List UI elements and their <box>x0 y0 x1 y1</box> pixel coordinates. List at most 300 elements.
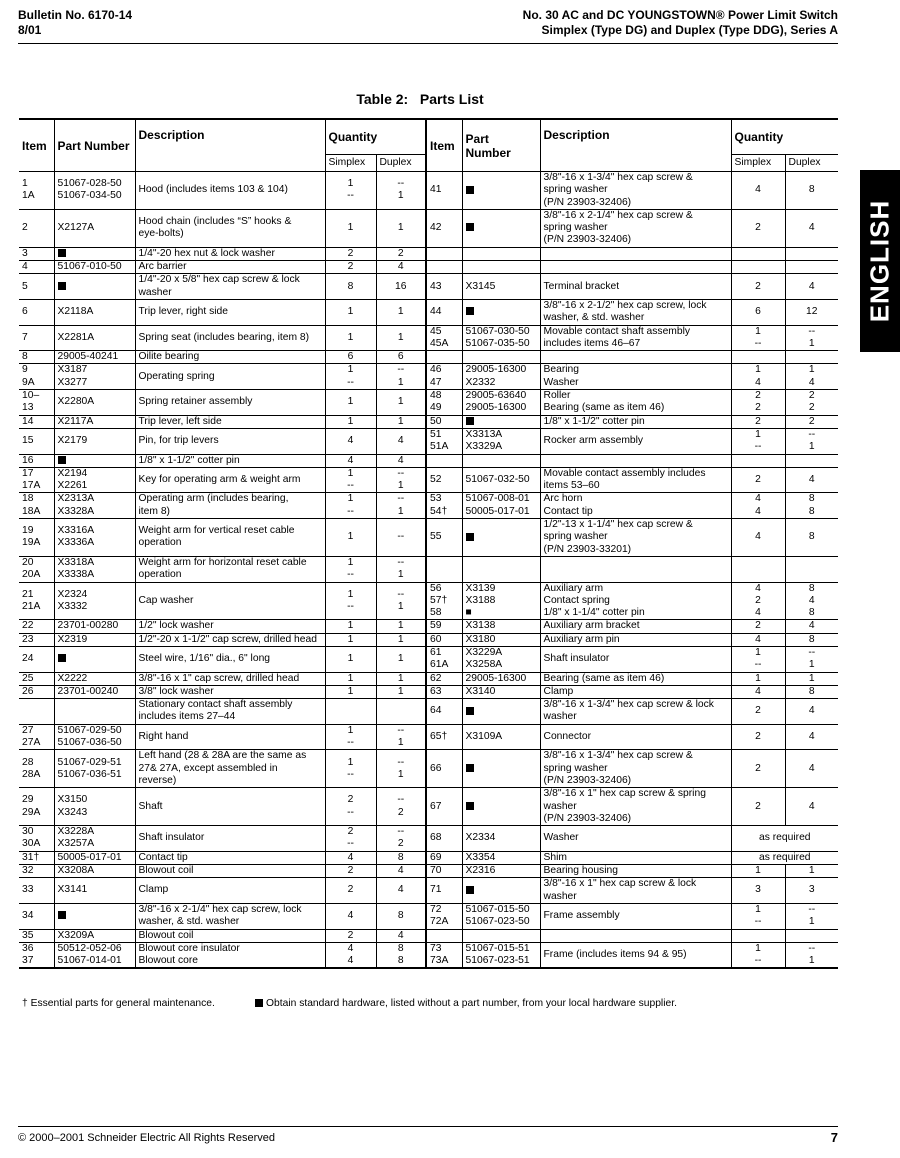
description-cell-right <box>540 929 731 942</box>
item-cell-right <box>426 942 462 968</box>
description-cell-right-text: Arc horn Contact tip <box>543 493 593 517</box>
part-number-cell-right <box>462 633 540 646</box>
simplex-qty-cell <box>325 454 376 467</box>
part-number-cell-text: 50512-052-06 51067-014-01 <box>57 942 122 967</box>
description-cell <box>135 519 325 557</box>
part-number-cell-text: X2313A X3328A <box>57 493 95 517</box>
description-cell-text: Spring retainer assembly <box>138 396 253 408</box>
footnote-hardware <box>255 998 677 1009</box>
description-cell-text: Weight arm for vertical reset cable operation <box>138 525 295 549</box>
simplex-qty-cell-right <box>731 556 785 582</box>
duplex-qty-cell-right <box>785 261 838 274</box>
simplex-qty-cell-text: 1 -- <box>347 724 354 749</box>
description-cell <box>135 556 325 582</box>
table-header-row <box>19 119 838 155</box>
part-number-cell-text: X2117A <box>57 415 94 427</box>
duplex-qty-cell-right <box>785 929 838 942</box>
description-cell-text: Operating arm (includes bearing, item 8) <box>138 493 289 517</box>
col-description-header: Description <box>135 119 325 172</box>
description-cell <box>135 750 325 788</box>
simplex-qty-cell-text: 2 <box>347 929 354 941</box>
duplex-qty-cell-right-text: -- 1 <box>808 903 816 928</box>
description-cell-text: Pin, for trip levers <box>138 435 219 447</box>
duplex-qty-cell-right-text: -- 1 <box>808 325 816 349</box>
table-row <box>19 685 838 698</box>
table-row <box>19 351 838 364</box>
footnote-hardware-text: Obtain standard hardware, listed without a part number, from your local hardware supplier. <box>266 998 677 1009</box>
part-number-cell-right <box>462 556 540 582</box>
description-cell-right <box>540 699 731 725</box>
duplex-qty-cell-right-text: 4 <box>808 473 815 485</box>
simplex-qty-cell-right <box>731 699 785 725</box>
simplex-qty-cell-right-text: 4 <box>755 531 761 543</box>
part-number-cell-text: 23701-00280 <box>57 620 119 632</box>
item-cell <box>19 247 54 260</box>
duplex-qty-cell-right-text: -- 1 <box>808 942 816 967</box>
part-number-cell-right <box>462 685 540 698</box>
item-cell-right <box>426 325 462 351</box>
part-number-cell <box>54 903 135 929</box>
item-cell <box>19 415 54 428</box>
description-cell-right <box>540 672 731 685</box>
table-row <box>19 672 838 685</box>
duplex-qty-cell <box>376 788 426 826</box>
simplex-qty-cell-text: 1 -- <box>347 364 354 388</box>
item-cell <box>19 274 54 300</box>
item-cell-right-text: 71 <box>430 884 442 896</box>
part-number-cell-right <box>462 415 540 428</box>
duplex-qty-cell <box>376 865 426 878</box>
description-cell <box>135 646 325 672</box>
item-cell-right-text: 61 61A <box>430 646 449 671</box>
item-cell-text: 18 18A <box>22 493 41 517</box>
duplex-qty-cell <box>376 274 426 300</box>
part-number-cell-right <box>462 903 540 929</box>
item-cell <box>19 582 54 620</box>
description-cell-text: Spring seat (includes bearing, item 8) <box>138 331 310 343</box>
table-row <box>19 172 838 210</box>
description-cell <box>135 209 325 247</box>
duplex-qty-cell <box>376 620 426 633</box>
description-cell <box>135 467 325 493</box>
item-cell-right <box>426 903 462 929</box>
duplex-qty-cell-text: 1 <box>397 222 404 234</box>
item-cell <box>19 209 54 247</box>
description-cell <box>135 633 325 646</box>
item-cell <box>19 364 54 390</box>
simplex-qty-cell-text: 2 <box>347 247 354 259</box>
duplex-qty-cell-right-text: -- 1 <box>808 428 816 453</box>
part-number-cell-right-text: X3180 <box>465 633 496 645</box>
hardware-square-icon <box>466 186 474 194</box>
part-number-cell-right <box>462 172 540 210</box>
item-cell-right-text: 63 <box>430 685 442 697</box>
description-cell-right-text: 3/8"-16 x 1-3/4" hex cap screw & lock washer <box>543 699 714 723</box>
part-number-cell <box>54 633 135 646</box>
duplex-qty-cell-right-text: 8 <box>808 531 815 543</box>
item-cell-text: 15 <box>22 435 34 447</box>
col-simplex-header-right: Simplex <box>731 155 785 172</box>
simplex-qty-cell-text: 1 <box>347 531 354 543</box>
simplex-qty-cell-right <box>731 633 785 646</box>
duplex-qty-cell-text: 4 <box>397 435 404 447</box>
part-number-cell-right-text: X3229A X3258A <box>465 646 503 671</box>
part-number-cell-right <box>462 351 540 364</box>
duplex-qty-cell <box>376 415 426 428</box>
item-cell-text: 8 <box>22 351 28 363</box>
simplex-qty-cell-text: 4 <box>347 435 354 447</box>
hardware-square-icon <box>466 886 474 894</box>
item-cell-right <box>426 699 462 725</box>
simplex-qty-cell-right-text: 4 2 4 <box>755 582 761 619</box>
item-cell-right <box>426 646 462 672</box>
duplex-qty-cell <box>376 750 426 788</box>
item-cell-text: 27 27A <box>22 724 41 749</box>
part-number-cell-right-text: 51067-030-50 51067-035-50 <box>465 325 530 349</box>
duplex-qty-cell <box>376 209 426 247</box>
duplex-qty-cell-text: -- 2 <box>397 826 405 850</box>
description-cell-right-text: Roller Bearing (same as item 46) <box>543 390 665 414</box>
description-cell <box>135 299 325 325</box>
description-cell <box>135 699 325 725</box>
simplex-qty-cell <box>325 903 376 929</box>
hardware-square-icon <box>58 249 66 257</box>
col-duplex-header: Duplex <box>376 155 426 172</box>
item-cell-right-text: 45 45A <box>430 325 449 349</box>
item-cell-text: 19 19A <box>22 525 41 549</box>
part-number-cell-right <box>462 878 540 904</box>
item-cell <box>19 390 54 416</box>
simplex-qty-cell-text: 4 4 <box>347 942 354 967</box>
description-cell-right-text: Bearing (same as item 46) <box>543 672 665 684</box>
simplex-qty-cell-right <box>731 261 785 274</box>
simplex-qty-cell-text: 1 -- <box>347 756 354 780</box>
item-cell <box>19 351 54 364</box>
duplex-qty-cell-text: -- 2 <box>397 794 405 818</box>
table-row <box>19 878 838 904</box>
simplex-qty-cell-text: 1 -- <box>347 467 354 492</box>
item-cell <box>19 172 54 210</box>
simplex-qty-cell-right-text: 6 <box>755 306 761 318</box>
part-number-cell <box>54 519 135 557</box>
description-cell <box>135 582 325 620</box>
part-number-cell-right-text: 29005-16300 X2332 <box>465 364 527 388</box>
simplex-qty-cell <box>325 929 376 942</box>
duplex-qty-cell-right <box>785 672 838 685</box>
header-left <box>18 8 132 38</box>
item-cell-right <box>426 390 462 416</box>
table-row <box>19 261 838 274</box>
duplex-qty-cell-right <box>785 903 838 929</box>
item-cell-text: 25 <box>22 672 34 684</box>
description-cell-text: Blowout coil <box>138 865 194 877</box>
header-right <box>523 8 838 38</box>
simplex-qty-cell-right-text: 1 -- <box>754 903 762 928</box>
description-cell-right-text: Frame assembly <box>543 910 620 922</box>
part-number-cell <box>54 325 135 351</box>
description-cell-right-text: 3/8"-16 x 1" hex cap screw & lock washer <box>543 878 697 902</box>
part-number-cell-right-text: 29005-16300 <box>465 672 527 684</box>
description-cell <box>135 428 325 454</box>
item-cell <box>19 261 54 274</box>
item-cell-right-text: 41 <box>430 184 442 196</box>
part-number-cell <box>54 724 135 750</box>
description-cell-text: Arc barrier <box>138 261 187 273</box>
page-number: 7 <box>830 1130 838 1145</box>
part-number-cell-right-text: 51067-008-01 50005-017-01 <box>465 493 530 517</box>
description-cell-right-text: Shim <box>543 851 567 863</box>
part-number-cell-text: X2281A <box>57 331 95 343</box>
duplex-qty-cell-right-text: 12 <box>806 306 818 318</box>
duplex-qty-cell-text: -- <box>397 531 405 543</box>
item-cell-text: 26 <box>22 685 34 697</box>
simplex-qty-cell-right <box>731 929 785 942</box>
simplex-qty-cell <box>325 646 376 672</box>
item-cell <box>19 454 54 467</box>
item-cell-text: 34 <box>22 910 34 922</box>
product-title-line1: No. 30 AC and DC YOUNGSTOWN® Power Limit Switch <box>522 8 838 22</box>
duplex-qty-cell-text: 8 8 <box>397 942 404 967</box>
simplex-qty-cell <box>325 672 376 685</box>
simplex-qty-cell <box>325 467 376 493</box>
copyright: © 2000–2001 Schneider Electric All Rights Reserved <box>18 1132 275 1144</box>
hardware-square-icon <box>466 533 474 541</box>
simplex-qty-cell-right-text: 2 2 <box>755 390 761 414</box>
description-cell-right <box>540 646 731 672</box>
part-number-cell-right <box>462 672 540 685</box>
simplex-qty-cell <box>325 415 376 428</box>
description-cell <box>135 851 325 864</box>
description-cell <box>135 364 325 390</box>
table-row <box>19 851 838 864</box>
part-number-cell-text: 51067-028-50 51067-034-50 <box>57 178 122 202</box>
description-cell-text: Steel wire, 1/16" dia., 6" long <box>138 653 271 665</box>
col-simplex-header: Simplex <box>325 155 376 172</box>
description-cell-right <box>540 685 731 698</box>
simplex-qty-cell <box>325 209 376 247</box>
description-cell-text: 3/8"-16 x 2-1/4" hex cap screw, lock washer, & std. washer <box>138 903 302 928</box>
table-row <box>19 582 838 620</box>
item-cell <box>19 699 54 725</box>
item-cell-text: 30 30A <box>22 826 41 850</box>
part-number-cell-right-text: X3313A X3329A <box>465 428 503 453</box>
part-number-cell <box>54 582 135 620</box>
part-number-cell <box>54 788 135 826</box>
duplex-qty-cell <box>376 299 426 325</box>
description-cell-right-text: 1/2"-13 x 1-1/4" hex cap screw & spring washer (P/N 23903-33201) <box>543 519 693 555</box>
duplex-qty-cell-right-text: 1 <box>808 672 815 684</box>
duplex-qty-cell-text: -- 1 <box>397 588 405 612</box>
item-cell <box>19 788 54 826</box>
part-number-cell-right <box>462 247 540 260</box>
duplex-qty-cell-right-text: 4 <box>808 705 815 717</box>
description-cell-right <box>540 390 731 416</box>
duplex-qty-cell-right-text: 1 4 <box>808 364 815 388</box>
simplex-qty-cell-right <box>731 903 785 929</box>
part-number-cell-text: X3318A X3338A <box>57 556 95 581</box>
header-divider <box>18 43 838 44</box>
description-cell-right-text: Frame (includes items 94 & 95) <box>543 948 687 960</box>
description-cell-right-text: Terminal bracket <box>543 280 620 292</box>
item-cell-right <box>426 364 462 390</box>
duplex-qty-cell-text: 8 <box>397 910 404 922</box>
duplex-qty-cell-right-text: -- 1 <box>808 646 816 671</box>
part-number-cell <box>54 415 135 428</box>
part-number-cell-right-text: X3138 <box>465 620 496 632</box>
simplex-qty-cell-right <box>731 750 785 788</box>
duplex-qty-cell <box>376 672 426 685</box>
simplex-qty-cell-right <box>731 467 785 493</box>
description-cell <box>135 929 325 942</box>
item-cell-right <box>426 274 462 300</box>
part-number-cell-text: X3187 X3277 <box>57 364 88 388</box>
item-cell-text: 10– 13 <box>22 390 40 414</box>
description-cell-text: Key for operating arm & weight arm <box>138 473 301 485</box>
simplex-qty-cell-text: 2 <box>347 261 354 273</box>
simplex-qty-cell-text: 1 <box>347 306 354 318</box>
part-number-cell-text: X3208A <box>57 865 95 877</box>
item-cell <box>19 826 54 852</box>
part-number-cell <box>54 247 135 260</box>
item-cell-right-text: 46 47 <box>430 364 442 388</box>
simplex-qty-cell-right <box>731 582 785 620</box>
item-cell <box>19 556 54 582</box>
description-cell-right <box>540 261 731 274</box>
part-number-cell <box>54 274 135 300</box>
simplex-qty-cell-text: 1 <box>347 620 354 632</box>
part-number-cell-right-text: X3140 <box>465 685 496 697</box>
duplex-qty-cell <box>376 428 426 454</box>
duplex-qty-cell-text: 4 <box>397 454 404 466</box>
item-cell <box>19 519 54 557</box>
description-cell-text: Oilite bearing <box>138 351 200 363</box>
simplex-qty-cell-right <box>731 364 785 390</box>
description-cell-text: 1/2"-20 x 1-1/2" cap screw, drilled head <box>138 633 317 645</box>
duplex-qty-cell-text: 1 <box>397 633 404 645</box>
duplex-qty-cell-right <box>785 685 838 698</box>
description-cell-text: Clamp <box>138 884 169 896</box>
table-row <box>19 903 838 929</box>
duplex-qty-cell-text: 1 <box>397 306 404 318</box>
description-cell-right <box>540 724 731 750</box>
duplex-qty-cell-text: 1 <box>397 415 404 427</box>
description-cell-text: Hood chain (includes “S” hooks & eye-bolts) <box>138 216 292 240</box>
hardware-square-icon <box>58 456 66 464</box>
item-cell-right <box>426 247 462 260</box>
item-cell-right-text: 64 <box>430 705 442 717</box>
description-cell <box>135 261 325 274</box>
description-cell <box>135 788 325 826</box>
part-number-cell-text: X2194 X2261 <box>57 467 88 492</box>
square-bullet-icon <box>255 999 263 1007</box>
item-cell-text: 2 <box>22 222 28 234</box>
duplex-qty-cell-right <box>785 646 838 672</box>
col-quantity-header: Quantity <box>325 119 426 155</box>
description-cell-text: Right hand <box>138 730 189 742</box>
part-number-cell <box>54 364 135 390</box>
description-cell-text: Contact tip <box>138 851 188 863</box>
item-cell <box>19 929 54 942</box>
part-number-cell <box>54 865 135 878</box>
part-number-cell <box>54 390 135 416</box>
item-cell <box>19 633 54 646</box>
item-cell-right-text: 43 <box>430 280 442 292</box>
description-cell <box>135 274 325 300</box>
hardware-square-icon <box>466 307 474 315</box>
simplex-qty-cell <box>325 556 376 582</box>
table-row <box>19 493 838 519</box>
description-cell-right <box>540 582 731 620</box>
item-cell-right-text: 73 73A <box>430 942 449 967</box>
duplex-qty-cell <box>376 519 426 557</box>
part-number-cell-right-text: X3354 <box>465 851 496 863</box>
duplex-qty-cell <box>376 390 426 416</box>
duplex-qty-cell-right <box>785 299 838 325</box>
part-number-cell-right <box>462 325 540 351</box>
description-cell-right <box>540 325 731 351</box>
item-cell-right-text: 48 49 <box>430 390 442 414</box>
part-number-cell-right <box>462 788 540 826</box>
simplex-qty-cell-text: 2 <box>347 865 354 877</box>
duplex-qty-cell-right <box>785 750 838 788</box>
part-number-cell-right <box>462 942 540 968</box>
item-cell-right-text: 60 <box>430 633 442 645</box>
description-cell-right <box>540 454 731 467</box>
item-cell-right-text: 62 <box>430 672 442 684</box>
table-row <box>19 826 838 852</box>
simplex-qty-cell-right-text: 2 <box>755 705 761 717</box>
simplex-qty-cell-text: 6 <box>347 351 354 363</box>
part-number-cell <box>54 299 135 325</box>
description-cell-right <box>540 633 731 646</box>
description-cell-right-text: Auxiliary arm pin <box>543 633 620 645</box>
simplex-qty-cell-right <box>731 325 785 351</box>
duplex-qty-cell <box>376 454 426 467</box>
description-cell-right <box>540 415 731 428</box>
simplex-qty-cell <box>325 428 376 454</box>
item-cell <box>19 903 54 929</box>
part-number-cell <box>54 493 135 519</box>
table-row <box>19 646 838 672</box>
description-cell <box>135 878 325 904</box>
hardware-square-icon <box>466 802 474 810</box>
table-row <box>19 209 838 247</box>
description-cell-text: 3/8" lock washer <box>138 685 214 697</box>
duplex-qty-cell-right <box>785 364 838 390</box>
table-row <box>19 633 838 646</box>
item-cell-right <box>426 454 462 467</box>
simplex-qty-cell-right-text: 4 4 <box>755 493 761 517</box>
duplex-qty-cell-right-text: 4 <box>808 222 815 234</box>
simplex-qty-cell-text: 1 <box>347 396 354 408</box>
description-cell-right <box>540 172 731 210</box>
item-cell-text: 20 20A <box>22 556 41 581</box>
description-cell <box>135 865 325 878</box>
col-part-number-header-right: Part Number <box>462 119 540 172</box>
part-number-cell-text: X2319 <box>57 633 88 645</box>
simplex-qty-cell-text: 1 <box>347 685 354 697</box>
item-cell <box>19 851 54 864</box>
description-cell-right <box>540 826 731 852</box>
description-cell-right-text: Rocker arm assembly <box>543 435 644 447</box>
hardware-square-icon <box>58 911 66 919</box>
description-cell-right-text: Movable contact assembly includes items 53–60 <box>543 467 706 492</box>
item-cell-text: 33 <box>22 884 34 896</box>
part-number-cell-right-text: X3109A <box>465 730 503 742</box>
description-cell-text: 3/8"-16 x 1" cap screw, drilled head <box>138 672 300 684</box>
duplex-qty-cell-right-text: 8 4 8 <box>808 582 815 619</box>
duplex-qty-cell-text: 1 <box>397 331 404 343</box>
